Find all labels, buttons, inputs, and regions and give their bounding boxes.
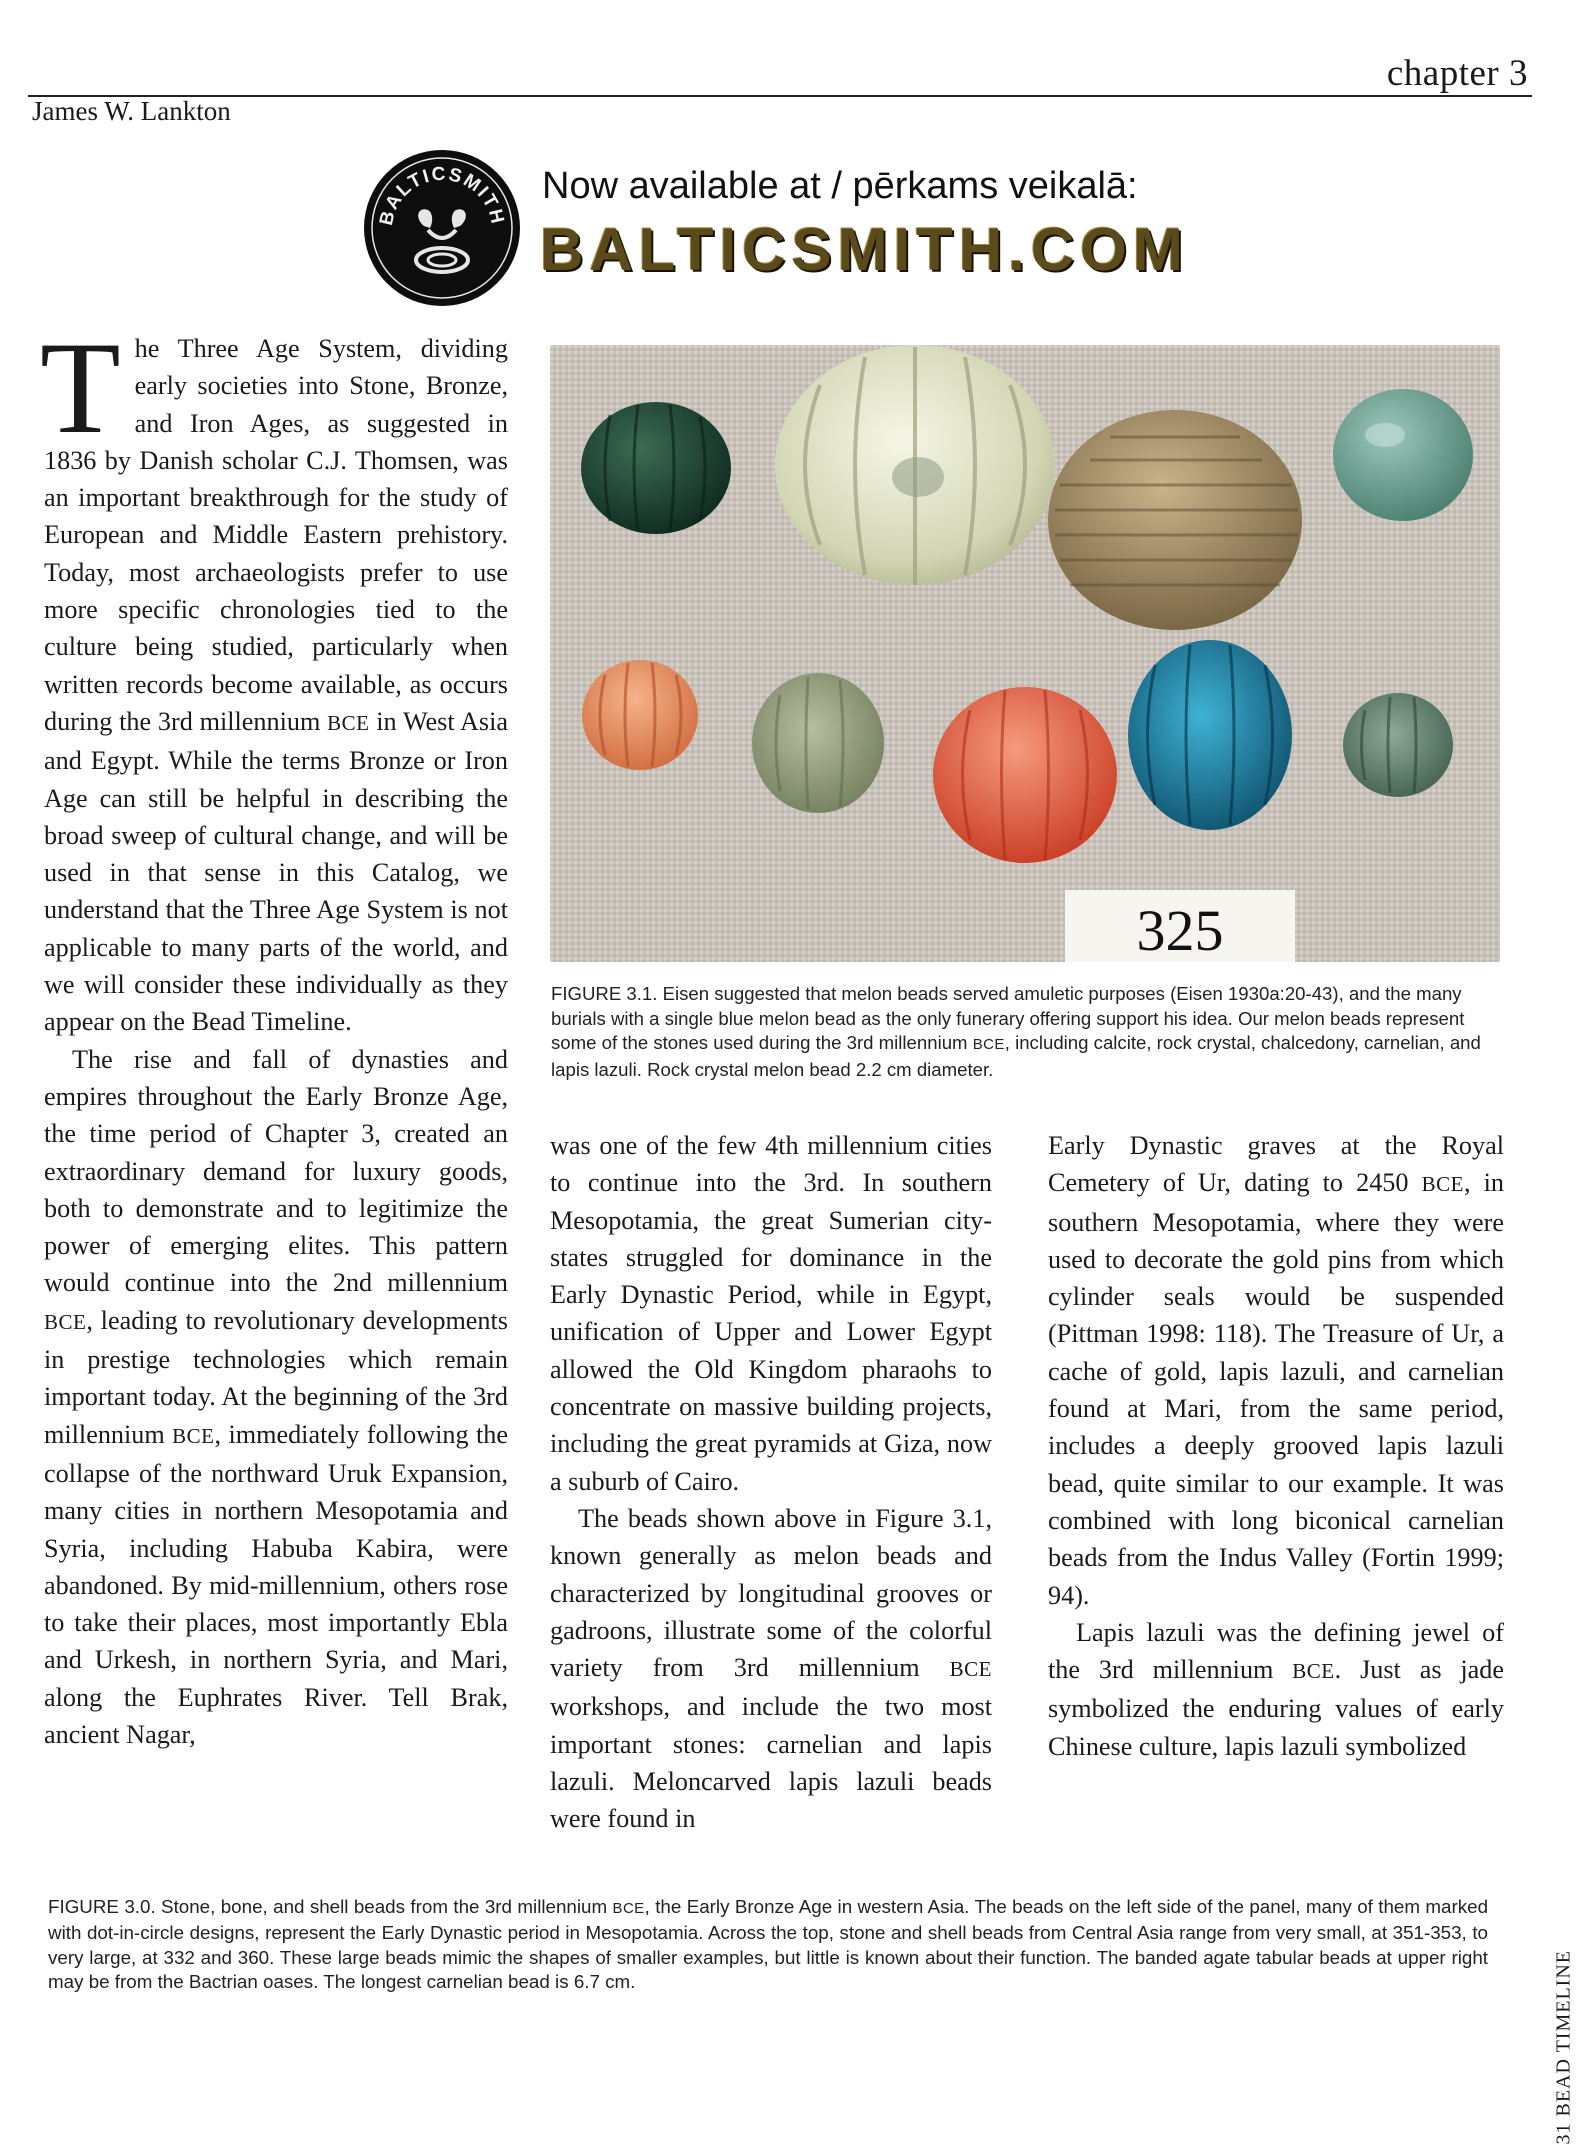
calcite-bead (1048, 410, 1302, 630)
body-column-left (40, 314, 508, 1753)
paragraph-dynasties: The rise and fall of dynasties and empires throughout the Early Bronze Age, the time period of Chapter 3, created an extraordinary demand for luxury goods, both to demonstrate and to legitimize the power of emerging elites. This pattern would continue into the 2nd millennium BCE, leading to revolutionary developments in prestige technologies which remain important today. At the beginning of the 3rd millennium BCE, immediately following the collapse of the northward Uruk Expansion, many cities in northern Mesopotamia and Syria, including Habuba Kabira, were abandoned. By mid-millennium, others rose to take their places, most importantly Ebla and Urkesh, in northern Syria, and Mari, along the Euphrates River. Tell Brak, ancient Nagar, (44, 1044, 508, 1749)
author-name: James W. Lankton (32, 96, 231, 126)
figure-3-1-photo (550, 345, 1500, 962)
website-link[interactable]: BALTICSMITH.COM (540, 216, 1189, 283)
balticsmith-logo (362, 148, 522, 308)
orange-shell-bead (582, 660, 698, 770)
logo-text: BALTICSMITH (375, 163, 509, 228)
specimen-number: 325 (1136, 898, 1224, 962)
page-number-running-foot: 31 BEAD TIMELINE (1552, 1950, 1574, 2145)
paragraph-intro: The Three Age System, dividing early societies into Stone, Bronze, and Iron Ages, as suggested in 1836 by Danish scholar C.J. Thomsen, was an important breakthrough for the study of European and Middle Eastern prehistory. Today, most archaeologists prefer to use more specific chronologies tied to the culture being studied, particularly when written records become available, as occurs during the 3rd millennium BCE in West Asia and Egypt. While the terms Bronze or Iron Age can still be helpful in describing the broad sweep of cultural change, and will be used in that sense in this Catalog, we understand that the Three Age System is not applicable to many parts of the world, and we will consider these individually as they appear on the Bead Timeline. (40, 314, 508, 1037)
carnelian-bead (933, 687, 1117, 863)
chalcedony-bead (752, 673, 884, 813)
chapter-label: chapter 3 (1386, 53, 1528, 94)
figure-3-0-caption: FIGURE 3.0. Stone, bone, and shell beads from the 3rd millennium BCE, the Early Bronze Age in western Asia. The beads on the left side of the panel, many of them marked with dot-in-circle designs, represent the Early Dynastic period in Mesopotamia. Across the top, stone and shell beads from Central Asia range from very small, at 351-353, to very large, at 332 and 360. These large beads mimic the shapes of smaller examples, but little is known about their function. The banded agate tabular beads at upper right may be from the Bactrian oases. The longest carnelian bead is 6.7 cm. (48, 1896, 1489, 1992)
paragraph-melon-beads: The beads shown above in Figure 3.1, known generally as melon beads and characterized by longitudinal grooves or gadroons, illustrate some of the colorful variety from 3rd millennium BCE workshops, and include the two most important stones: carnelian and lapis lazuli. Meloncarved lapis lazuli beads were found in (550, 1503, 993, 1834)
figure-3-1-caption: FIGURE 3.1. Eisen suggested that melon beads served amuletic purposes (Eisen 1930a:20-43), and the many burials with a single blue melon bead as the only funerary offering support his idea. Our melon beads represent some of the stones used during the 3rd millennium BCE, including calcite, rock crystal, chalcedony, carnelian, and lapis lazuli. Rock crystal melon bead 2.2 cm diameter. (551, 983, 1481, 1080)
header-rule (28, 95, 1532, 97)
body-column-right (1048, 1127, 1504, 1765)
availability-text: Now available at / pērkams veikalā: (542, 165, 1138, 207)
paragraph-lapis-lazuli: Lapis lazuli was the defining jewel of the 3rd millennium BCE. Just as jade symbolized the enduring values of early Chinese culture, lapis lazuli symbolized (1048, 1617, 1505, 1761)
paragraph-tell-brak: was one of the few 4th millennium cities to continue into the 3rd. In southern Mesopotamia, the great Sumerian city-states struggled for dominance in the Early Dynastic Period, while in Egypt, unification of Upper and Lower Egypt allowed the Old Kingdom pharaohs to concentrate on massive building projects, including the great pyramids at Giza, now a suburb of Cairo. (550, 1131, 992, 1496)
dark-green-bead (581, 402, 731, 534)
lapis-bead (1128, 640, 1292, 830)
paragraph-royal-cemetery: Early Dynastic graves at the Royal Cemetery of Ur, dating to 2450 BCE, in southern Mesopotamia, where they were used to decorate the gold pins from which cylinder seals would be suspended (Pittman 1998: 118). The Treasure of Ur, a cache of gold, lapis lazuli, and carnelian found at Mari, from the same period, includes a deeply grooved lapis lazuli bead, quite similar to our example. It was combined with long biconical carnelian beads from the Indus Valley (Fortin 1999; 94). (1048, 1131, 1504, 1610)
teal-bead (1333, 389, 1473, 521)
drop-cap: T (40, 314, 121, 461)
body-column-middle (550, 1127, 992, 1838)
rock-crystal-bead (775, 345, 1055, 585)
small-green-bead (1343, 693, 1453, 797)
